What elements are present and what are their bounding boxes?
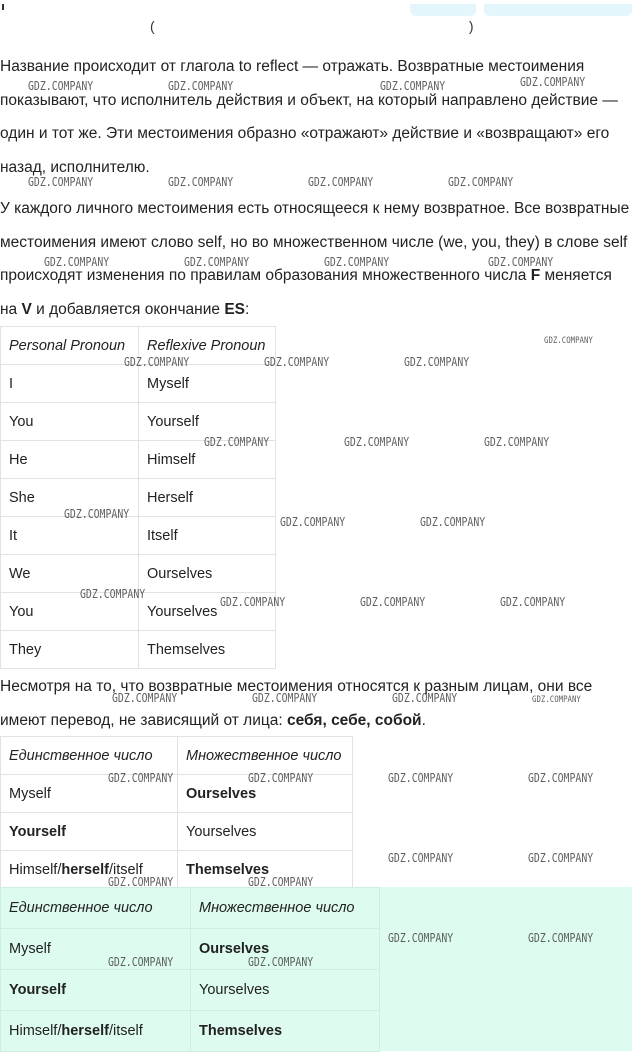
watermark: GDZ.COMPANY bbox=[392, 691, 458, 705]
table-row bbox=[1, 813, 353, 851]
cell-personal: I bbox=[1, 365, 139, 403]
top-cutoff-strip bbox=[0, 0, 632, 36]
singular-post: /itself bbox=[108, 1023, 143, 1039]
watermark: GDZ.COMPANY bbox=[280, 515, 346, 529]
table-row bbox=[1, 517, 276, 555]
rule-text-end: : bbox=[245, 300, 250, 318]
watermark: GDZ.COMPANY bbox=[184, 255, 250, 269]
singular-bold: herself bbox=[61, 1023, 109, 1039]
watermark: GDZ.COMPANY bbox=[248, 771, 314, 785]
cell-personal: We bbox=[1, 555, 139, 593]
watermark: GDZ.COMPANY bbox=[488, 255, 554, 269]
cell-plural: Ourselves bbox=[191, 929, 380, 970]
cell-reflexive: Yourself bbox=[139, 403, 276, 441]
watermark: GDZ.COMPANY bbox=[248, 955, 314, 969]
rule-bold-v: V bbox=[21, 300, 32, 318]
cell-singular: Myself bbox=[1, 775, 178, 813]
cell-reflexive: Yourselves bbox=[139, 593, 276, 631]
cell-plural: Yourselves bbox=[178, 813, 353, 851]
number-table bbox=[0, 736, 353, 889]
cell-reflexive: Itself bbox=[139, 517, 276, 555]
watermark: GDZ.COMPANY bbox=[528, 851, 594, 865]
watermark: GDZ.COMPANY bbox=[28, 79, 94, 93]
top-tab-left bbox=[410, 4, 476, 16]
rule-text-mid: меняется на bbox=[0, 267, 612, 318]
header-singular: Единственное число bbox=[1, 888, 191, 929]
cell-personal: You bbox=[1, 403, 139, 441]
watermark: GDZ.COMPANY bbox=[108, 955, 174, 969]
pronoun-table bbox=[0, 326, 276, 669]
cell-reflexive: Himself bbox=[139, 441, 276, 479]
paragraph-intro: Название происходит от глагола to reflect — отражать. Возвратные местоимения показывают, что исполнитель действия и объект, на который направлено действие — один и тот же. Эти местоимения образно «отражают» действие и «возвращают» его назад, исполнителю. bbox=[0, 58, 618, 176]
header-plural: Множественное число bbox=[178, 737, 353, 775]
cell-personal: It bbox=[1, 517, 139, 555]
table-header-row bbox=[1, 737, 353, 775]
cell-plural: Ourselves bbox=[178, 775, 353, 813]
translation-text: Несмотря на то, что возвратные местоимения относятся к разным лицам, они все имеют перевод, не зависящий от лица: bbox=[0, 678, 593, 729]
cell-reflexive: Themselves bbox=[139, 631, 276, 669]
rule-bold-es: ES bbox=[224, 300, 246, 318]
cell-personal: He bbox=[1, 441, 139, 479]
table-row bbox=[1, 479, 276, 517]
cell-reflexive: Herself bbox=[139, 479, 276, 517]
watermark: GDZ.COMPANY bbox=[360, 595, 426, 609]
cell-reflexive: Ourselves bbox=[139, 555, 276, 593]
header-reflexive: Reflexive Pronoun bbox=[139, 327, 276, 365]
watermark: GDZ.COMPANY bbox=[544, 336, 593, 346]
singular-bold: herself bbox=[61, 861, 109, 878]
top-tab-right bbox=[484, 4, 632, 16]
watermark: GDZ.COMPANY bbox=[28, 175, 94, 189]
watermark: GDZ.COMPANY bbox=[388, 771, 454, 785]
singular-pre: Himself/ bbox=[9, 861, 62, 878]
translation-bold: себя, себе, собой bbox=[287, 711, 422, 729]
rule-bold-f: F bbox=[530, 267, 541, 284]
watermark: GDZ.COMPANY bbox=[252, 691, 318, 705]
cell-plural: Yourselves bbox=[191, 970, 380, 1011]
watermark: GDZ.COMPANY bbox=[528, 931, 594, 945]
watermark: GDZ.COMPANY bbox=[448, 175, 514, 189]
cell-plural: Themselves bbox=[191, 1011, 380, 1052]
header-singular: Единственное число bbox=[1, 737, 178, 775]
watermark: GDZ.COMPANY bbox=[168, 175, 234, 189]
watermark: GDZ.COMPANY bbox=[108, 875, 174, 889]
table-row bbox=[1, 970, 380, 1011]
watermark: GDZ.COMPANY bbox=[308, 175, 374, 189]
watermark: GDZ.COMPANY bbox=[484, 435, 550, 449]
cell-personal: You bbox=[1, 593, 139, 631]
cell-personal: They bbox=[1, 631, 139, 669]
watermark: GDZ.COMPANY bbox=[388, 851, 454, 865]
watermark: GDZ.COMPANY bbox=[124, 355, 190, 369]
watermark: GDZ.COMPANY bbox=[220, 595, 286, 609]
table-row bbox=[1, 365, 276, 403]
header-personal: Personal Pronoun bbox=[1, 327, 139, 365]
table-row bbox=[1, 631, 276, 669]
watermark: GDZ.COMPANY bbox=[248, 875, 314, 889]
watermark: GDZ.COMPANY bbox=[108, 771, 174, 785]
header-plural: Множественное число bbox=[191, 888, 380, 929]
watermark: GDZ.COMPANY bbox=[380, 79, 446, 93]
watermark: GDZ.COMPANY bbox=[44, 255, 110, 269]
table-row bbox=[1, 1011, 380, 1052]
singular-pre: Himself/ bbox=[9, 1023, 62, 1039]
watermark: GDZ.COMPANY bbox=[264, 355, 330, 369]
watermark: GDZ.COMPANY bbox=[420, 515, 486, 529]
clipped-text: ( ) bbox=[150, 18, 476, 34]
cell-singular bbox=[1, 1011, 191, 1052]
rule-text-mid2: и добавляется окончание bbox=[31, 300, 225, 318]
table-row bbox=[1, 929, 380, 970]
cell-singular: Myself bbox=[1, 929, 191, 970]
cell-singular: Yourself bbox=[1, 813, 178, 851]
watermark: GDZ.COMPANY bbox=[168, 79, 234, 93]
number-table-highlighted bbox=[0, 887, 380, 1052]
watermark: GDZ.COMPANY bbox=[520, 75, 586, 89]
watermark: GDZ.COMPANY bbox=[64, 507, 130, 521]
cell-singular: Yourself bbox=[1, 970, 191, 1011]
cell-plural: Themselves bbox=[178, 851, 353, 889]
watermark: GDZ.COMPANY bbox=[204, 435, 270, 449]
watermark: GDZ.COMPANY bbox=[528, 771, 594, 785]
watermark: GDZ.COMPANY bbox=[388, 931, 454, 945]
cell-reflexive: Myself bbox=[139, 365, 276, 403]
watermark: GDZ.COMPANY bbox=[112, 691, 178, 705]
singular-post: /itself bbox=[108, 861, 143, 878]
cell-personal: She bbox=[1, 479, 139, 517]
watermark: GDZ.COMPANY bbox=[344, 435, 410, 449]
watermark: GDZ.COMPANY bbox=[532, 695, 581, 705]
watermark: GDZ.COMPANY bbox=[324, 255, 390, 269]
rule-text: У каждого личного местоимения есть относящееся к нему возвратное. Все возвратные местоимения имеют слово self, но во множественном числе (we, you, they) в слове self происходят изменения по правилам образования множественного числа bbox=[0, 200, 630, 284]
table-header-row bbox=[1, 888, 380, 929]
watermark: GDZ.COMPANY bbox=[404, 355, 470, 369]
cursor-mark bbox=[2, 4, 4, 10]
watermark: GDZ.COMPANY bbox=[500, 595, 566, 609]
watermark: GDZ.COMPANY bbox=[80, 587, 146, 601]
translation-end: . bbox=[421, 711, 426, 729]
